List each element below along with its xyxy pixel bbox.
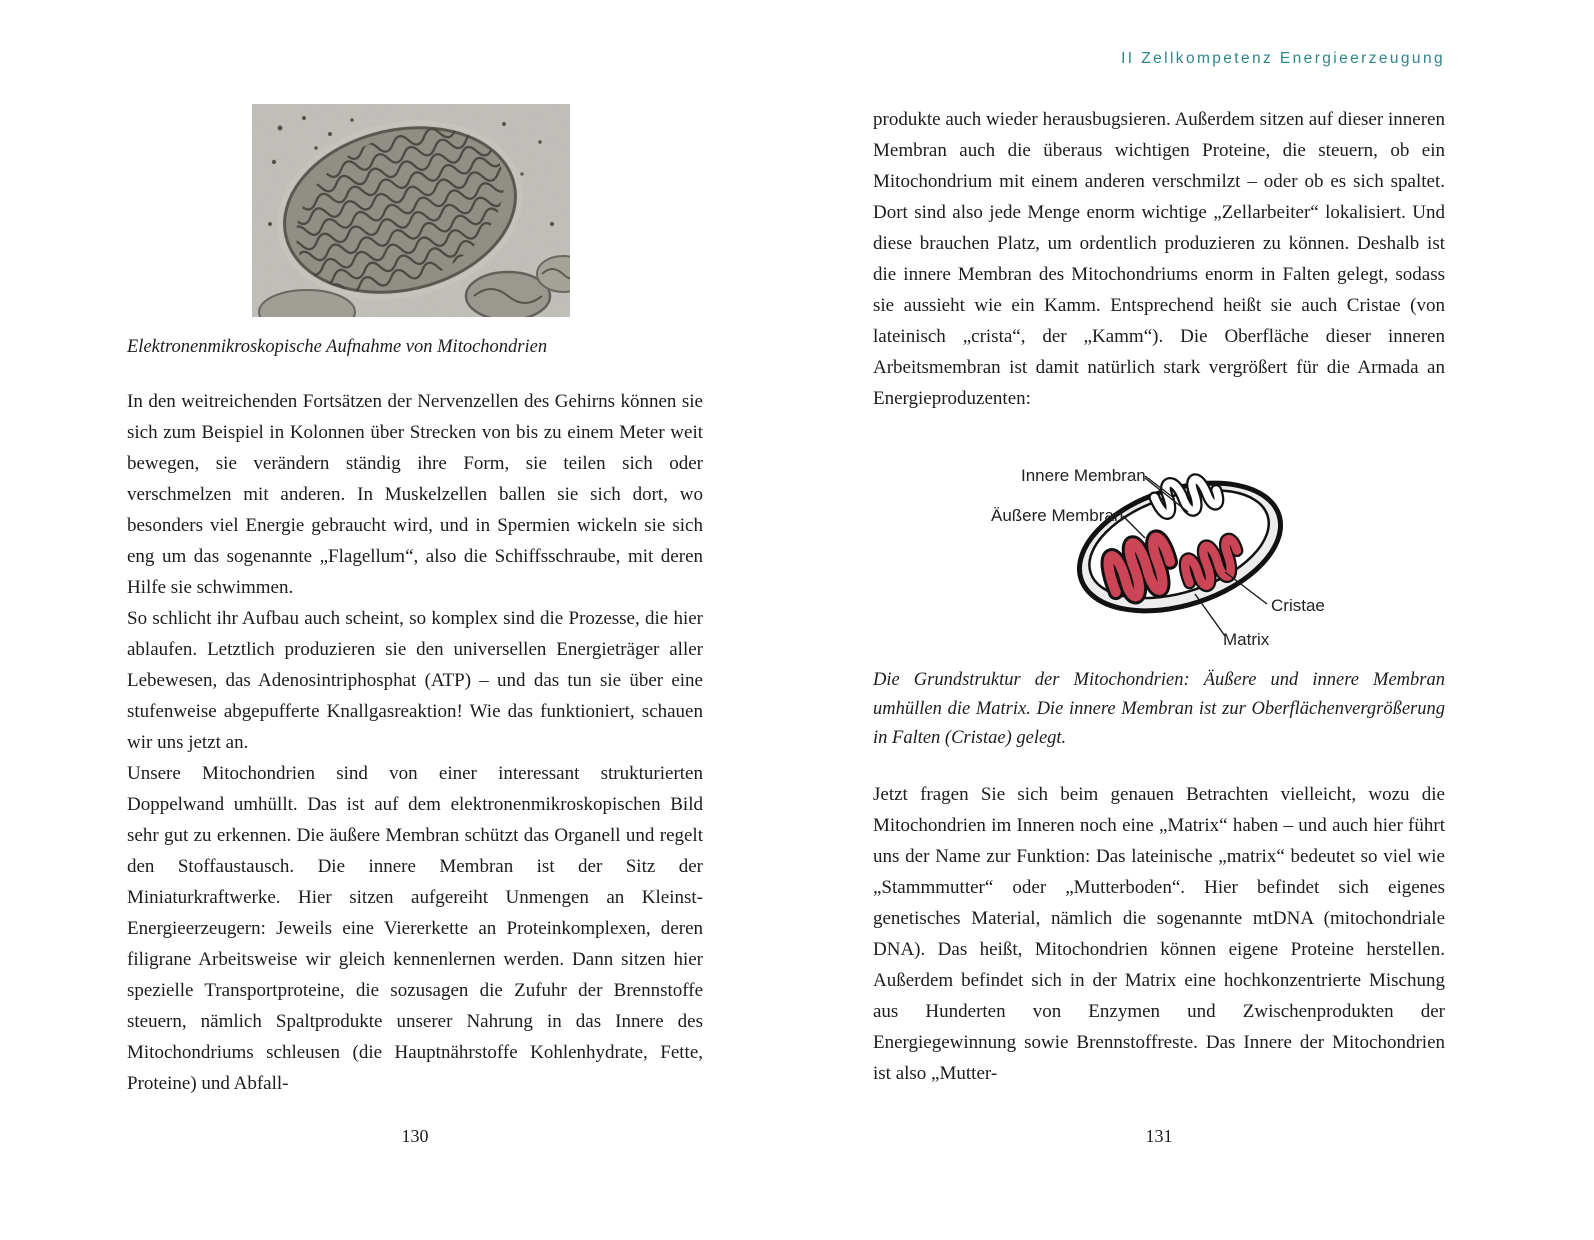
body-paragraph: In den weitreichenden Fortsätzen der Nervenzellen des Gehirns können sie sich zum Beispiel in Kolonnen über Strecken von bis zu einem Meter weit bewegen, sie verändern ständig ihre Form, sie teilen sich oder verschmelzen mit anderen. In Muskelzellen ballen sie sich dort, wo besonders viel Energie gebraucht wird, und in Spermien wickeln sie sich eng um das sogenannte „Flagellum“, also die Schiffsschraube, mit deren Hilfe sie schwimmen. (127, 391, 703, 598)
electron-micrograph-figure (127, 104, 703, 361)
electron-micrograph-art (252, 104, 570, 317)
body-paragraph: produkte auch wieder herausbugsieren. Außerdem sitzen auf dieser inneren Membran auch die überaus wichtigen Proteine, die steuern, ob ein Mitochondrium mit einem anderen verschmilzt – oder ob es sich spaltet. Dort sind also jede Menge enorm wichtige „Zellarbeiter“ lokalisiert. Und diese brauchen Platz, um ordentlich produzieren zu können. Deshalb ist die innere Membran des Mitochondriums enorm in Falten gelegt, sodass sie aussieht wie ein Kamm. Entsprechend heißt sie auch Cristae (von lateinisch „crista“, der „Kamm“). Die Oberfläche dieser inneren Arbeitsmembran ist damit natürlich stark vergrößert für die Armada an Energieproduzenten: (873, 109, 1445, 409)
label-matrix: Matrix (1223, 630, 1270, 649)
electron-micrograph-image (252, 104, 570, 317)
label-cristae: Cristae (1271, 596, 1325, 615)
label-aeussere-membran: Äußere Membran (991, 506, 1124, 525)
page-right (873, 0, 1445, 1240)
page-number-left: 130 (401, 1126, 429, 1146)
page-left (127, 0, 703, 1240)
em-figure-caption: Elektronenmikroskopische Aufnahme von Mitochondrien (127, 337, 548, 357)
body-paragraph: So schlicht ihr Aufbau auch scheint, so komplex sind die Prozesse, die hier ablaufen. Letztlich produzieren sie den universellen Energieträger aller Lebewesen, das Adenosintriphosphat (ATP) – und das tun sie über eine stufenweise abgepufferte Knallgasreaktion! Wie das funktioniert, schauen wir uns jetzt an. (127, 608, 703, 753)
body-paragraph: Unsere Mitochondrien sind von einer interessant strukturierten Doppelwand umhüllt. Das ist auf dem elektronenmikroskopischen Bild sehr gut zu erkennen. Die äußere Membran schützt das Organell und regelt den Stoffaustausch. Die innere Membran ist der Sitz der Miniaturkraftwerke. Hier sitzen aufgereiht Unmengen an Kleinst-Energieerzeugern: Jeweils eine Viererkette an Proteinkomplexen, deren filigrane Arbeitsweise wir gleich kennenlernen werden. Dann sitzen hier spezielle Transportproteine, die sozusagen die Zufuhr der Brennstoffe steuern, nämlich Spaltprodukte unserer Nahrung in das Innere des Mitochondriums schleusen (die Hauptnährstoffe Kohlenhydrate, Fette, Proteine) und Abfall- (127, 763, 703, 1094)
left-body-text (127, 386, 703, 1099)
mitochondrion-diagram-figure (873, 452, 1445, 660)
page-number-right: 131 (1145, 1126, 1173, 1146)
diagram-caption: Die Grundstruktur der Mitochondrien: Äußere und innere Membran umhüllen die Matrix. Die innere Membran ist zur Oberflächenvergrößerung in Falten (Cristae) gelegt. (873, 670, 1445, 748)
running-header: II Zellkompetenz Energieerzeugung (1121, 50, 1445, 67)
mitochondrion-diagram (873, 452, 1445, 660)
label-innere-membran: Innere Membran (1021, 466, 1146, 485)
body-paragraph: Jetzt fragen Sie sich beim genauen Betrachten vielleicht, wozu die Mitochondrien im Inneren noch eine „Matrix“ haben – und auch hier führt uns der Name zur Funktion: Das lateinische „matrix“ bedeutet so viel wie „Stammmutter“ oder „Mutterboden“. Hier befindet sich eigenes genetisches Material, nämlich die sogenannte mtDNA (mitochondriale DNA). Das heißt, Mitochondrien können eigene Proteine herstellen. Außerdem befindet sich in der Matrix eine hochkonzentrierte Mischung aus Hunderten von Enzymen und Zwischenprodukten der Energiegewinnung sowie Brennstoffreste. Das Innere der Mitochondrien ist also „Mutter- (873, 784, 1445, 1084)
